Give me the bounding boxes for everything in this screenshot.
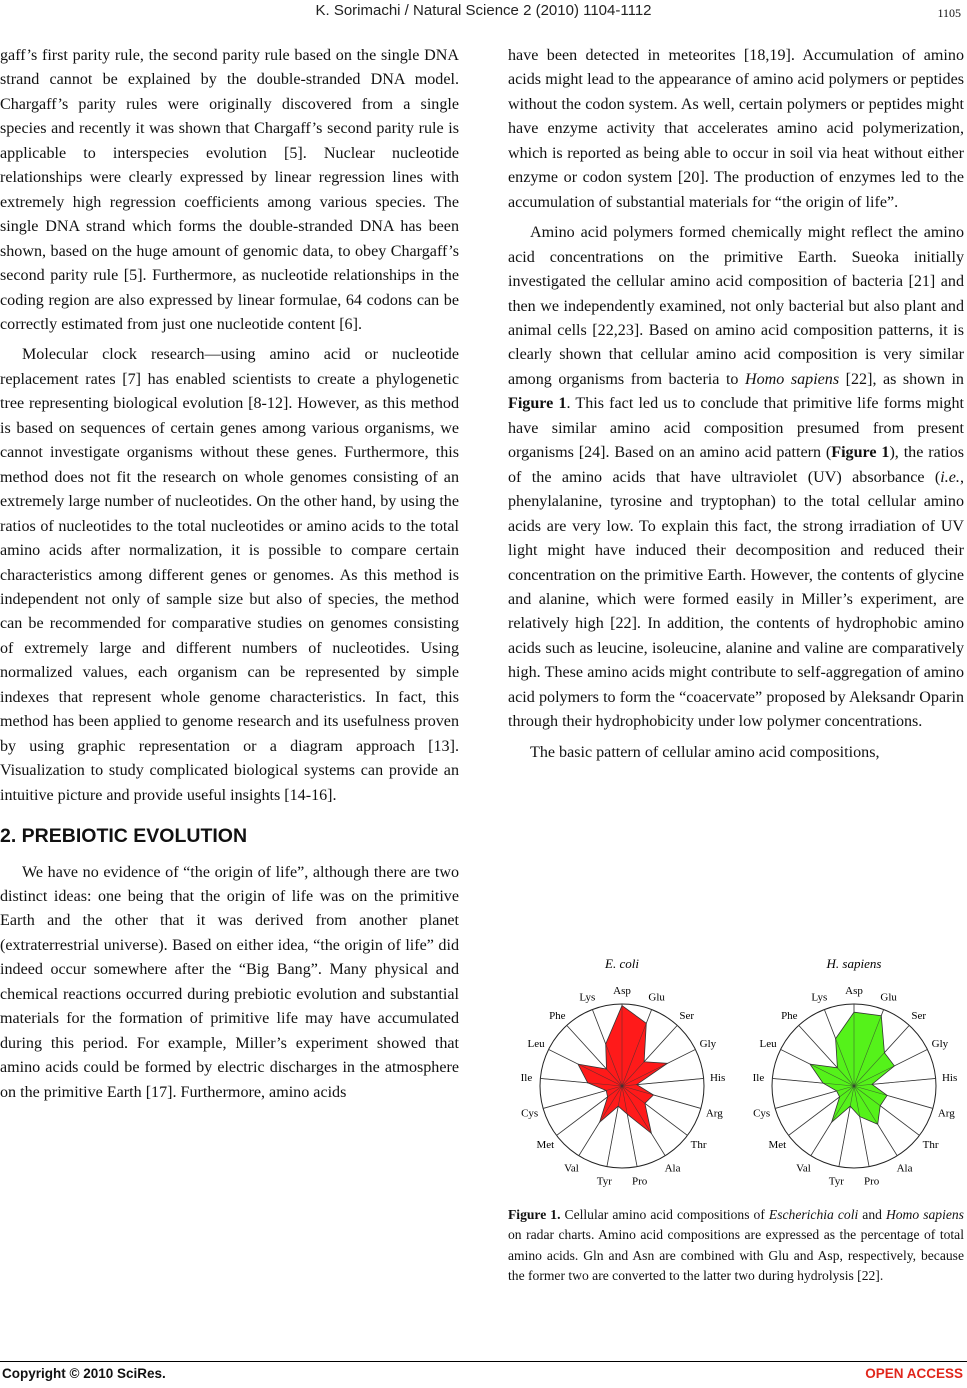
species-name: Escherichia coli — [768, 1207, 859, 1222]
figure-reference: Figure 1 — [508, 395, 567, 413]
text-run: Cellular amino acid compositions of — [560, 1207, 769, 1222]
axis-label: Gly — [699, 1038, 717, 1051]
radar-chart — [521, 956, 726, 1187]
paragraph: We have no evidence of “the origin of life”, although there are two distinct ideas: one being that the origin of life was on the primitive Earth and the other that it was derived from another planet (extraterrestrial universe). Based on either idea, “the origin of life” did indeed occur somewhere after the “Big Bang”. Many physical and chemical reactions occurred during prebiotic evolution and substantial materials for the formation of primitive life may have accumulated during this period. For example, Miller’s experiment showed that amino acids could be formed by electric discharges in the atmosphere on the primitive Earth [17]. Furthermore, amino acids — [0, 863, 459, 1101]
axis-label: His — [709, 1072, 726, 1085]
chart-title: E. coli — [605, 956, 639, 971]
axis-label: Ala — [664, 1162, 681, 1175]
text-run: , phenylalanine, tyrosine and tryptophan) to the total cellular amino acids are very low. To explain this fact, the strong irradiation of UV light might have induced their decomposition and reduced their concentration on the primitive Earth. However, the contents of glycine and alanine, which were formed easily in Miller’s experiment, are relatively high [22]. In addition, the contents of hydrophobic amino acids such as leucine, isoleucine, alanine and valine are comparatively high. These amino acids might contribute to self-aggregation of amino acid polymers to form the “coacervate” proposed by Aleksandr Oparin through their hydrophobicity under low polymer concentrations. — [508, 468, 964, 731]
axis-label: Pro — [631, 1175, 648, 1188]
axis-label: Thr — [922, 1138, 939, 1151]
paragraph: Molecular clock research—using amino acid or nucleotide replacement rates [7] has enabled scientists to create a phylogenetic tree representing biological evolution [8-12]. However, as this method is based on sequences of certain genes among various organisms, we cannot investigate organisms without these genes. Furthermore, this method does not fit the research on whole genomes consisting of an extremely large number of nucleotides. On the other hand, by using the ratios of nucleotides to the total nucleotides or amino acids to the total amino acids after normalization, it is possible to compare certain characteristics among different genes or genomes. As this method is independent not only of sample size but also of species, the method can be recommended for comparative studies on genomes consisting of extremely large and different numbers of nucleotides. Using normalized values, each organism can be represented by simple indexes that represent whole genome characteristics. In fact, this method has been applied to genome research and its usefulness proven by using graphic representation or a diagram approach [13]. Visualization to study complicated biological systems can provide an intuitive picture and provide useful insights [14-16]. — [0, 346, 459, 804]
paragraph — [508, 221, 964, 735]
paragraph: gaff’s first parity rule, the second parity rule based on the single DNA strand cannot be explained by the double-stranded DNA model. Chargaff’s parity rules were originally discovered from a single species and recently it was shown that Chargaff’s second parity rule is applicable to interspecies evolution [5]. Nuclear nucleotide relationships were clearly expressed by linear regression lines with extremely high regression coefficients among various species. The single DNA strand which forms the double-stranded DNA has been shown, based on the huge amount of genomic data, to obey Chargaff’s second parity rule [5]. Furthermore, as nucleotide relationships in the coding region are also expressed by linear formulae, 64 codons can be correctly estimated from just one nucleotide content [6]. — [0, 47, 459, 333]
axis-label: Leu — [527, 1038, 545, 1051]
radar-charts-svg — [506, 946, 966, 1196]
figure-reference: Figure 1 — [831, 444, 890, 462]
axis-label: Leu — [759, 1038, 777, 1051]
axis-label: Phe — [781, 1010, 798, 1023]
axis-label: Ser — [911, 1010, 927, 1023]
axis-label: Phe — [549, 1010, 566, 1023]
text-run: ), the ratios of the amino acids that have ultraviolet (UV) absorbance ( — [508, 444, 964, 486]
figure-radar-charts — [506, 946, 966, 1196]
figure-caption — [508, 1205, 964, 1287]
axis-label: Tyr — [828, 1175, 844, 1188]
axis-label: Thr — [690, 1138, 707, 1151]
axis-label: Pro — [863, 1175, 880, 1188]
axis-label: Glu — [648, 991, 665, 1004]
axis-label: His — [941, 1072, 958, 1085]
axis-label: Cys — [521, 1107, 539, 1120]
species-name: Homo sapiens — [744, 370, 840, 388]
axis-label: Asp — [613, 985, 631, 997]
left-column — [0, 44, 459, 1105]
axis-label: Arg — [705, 1107, 723, 1120]
paragraph: have been detected in meteorites [18,19]. Accumulation of amino acids might lead to the appearance of amino acid polymers or peptides without the codon system. As well, certain polymers or peptides might have enzyme activity that accelerates amino acid polymerization, which is reported as being able to occur in soil via heat without either enzyme or codon system [20]. The production of enzymes led to the accumulation of substantial materials for “the origin of life”. — [508, 47, 964, 211]
axis-label: Val — [796, 1162, 811, 1175]
radar-series-area — [810, 1012, 894, 1124]
axis-label: Asp — [845, 985, 863, 997]
species-name: Homo sapiens — [885, 1207, 964, 1222]
axis-label: Ile — [752, 1072, 765, 1085]
axis-label: Ser — [679, 1010, 695, 1023]
axis-label: Ala — [896, 1162, 913, 1175]
axis-label: Gly — [931, 1038, 949, 1051]
footer-rule — [0, 1361, 967, 1362]
paragraph: The basic pattern of cellular amino acid compositions, — [530, 743, 880, 761]
radar-chart — [753, 956, 958, 1187]
page-header — [0, 0, 967, 30]
axis-label: Met — [768, 1138, 787, 1151]
running-title: K. Sorimachi / Natural Science 2 (2010) 1104-1112 — [315, 2, 652, 19]
chart-title: H. sapiens — [826, 956, 882, 971]
text-run: [22], as shown in — [839, 370, 964, 388]
open-access-badge: OPEN ACCESS — [865, 1366, 963, 1381]
axis-label: Arg — [937, 1107, 955, 1120]
axis-label: Cys — [753, 1107, 771, 1120]
text-run: on radar charts. Amino acid compositions are expressed as the percentage of total amino acids. Gln and Asn are combined with Glu and Asp, respectively, because the former two are converted to the latter two during hydrolysis [22]. — [508, 1227, 964, 1284]
section-heading: 2. PREBIOTIC EVOLUTION — [0, 825, 248, 848]
axis-label: Lys — [579, 991, 596, 1004]
axis-label: Met — [536, 1138, 555, 1151]
caption-label: Figure 1. — [508, 1207, 561, 1222]
text-run: and — [858, 1207, 886, 1222]
abbreviation: i.e. — [940, 468, 960, 486]
radar-series-area — [578, 1006, 668, 1134]
text-run: . This fact led us to conclude that primitive life forms might have similar amino acid composition presumed from present organisms [24]. Based on an amino acid pattern ( — [508, 395, 964, 462]
right-column — [508, 44, 964, 765]
axis-label: Glu — [880, 991, 897, 1004]
copyright: Copyright © 2010 SciRes. — [2, 1366, 166, 1381]
page-footer — [0, 1366, 967, 1388]
page-number: 1105 — [937, 6, 961, 20]
axis-label: Ile — [520, 1072, 533, 1085]
text-run: Amino acid polymers formed chemically might reflect the amino acid concentrations on the primitive Earth. Sueoka initially investigated the cellular amino acid composition of bacteria [21] and then we independently examined, not only bacterial but also plant and animal cells [22,23]. Based on amino acid composition patterns, it is clearly shown that cellular amino acid composition is very similar among organisms from bacteria to — [508, 224, 964, 388]
axis-label: Val — [564, 1162, 579, 1175]
axis-label: Tyr — [596, 1175, 612, 1188]
axis-label: Lys — [811, 991, 828, 1004]
